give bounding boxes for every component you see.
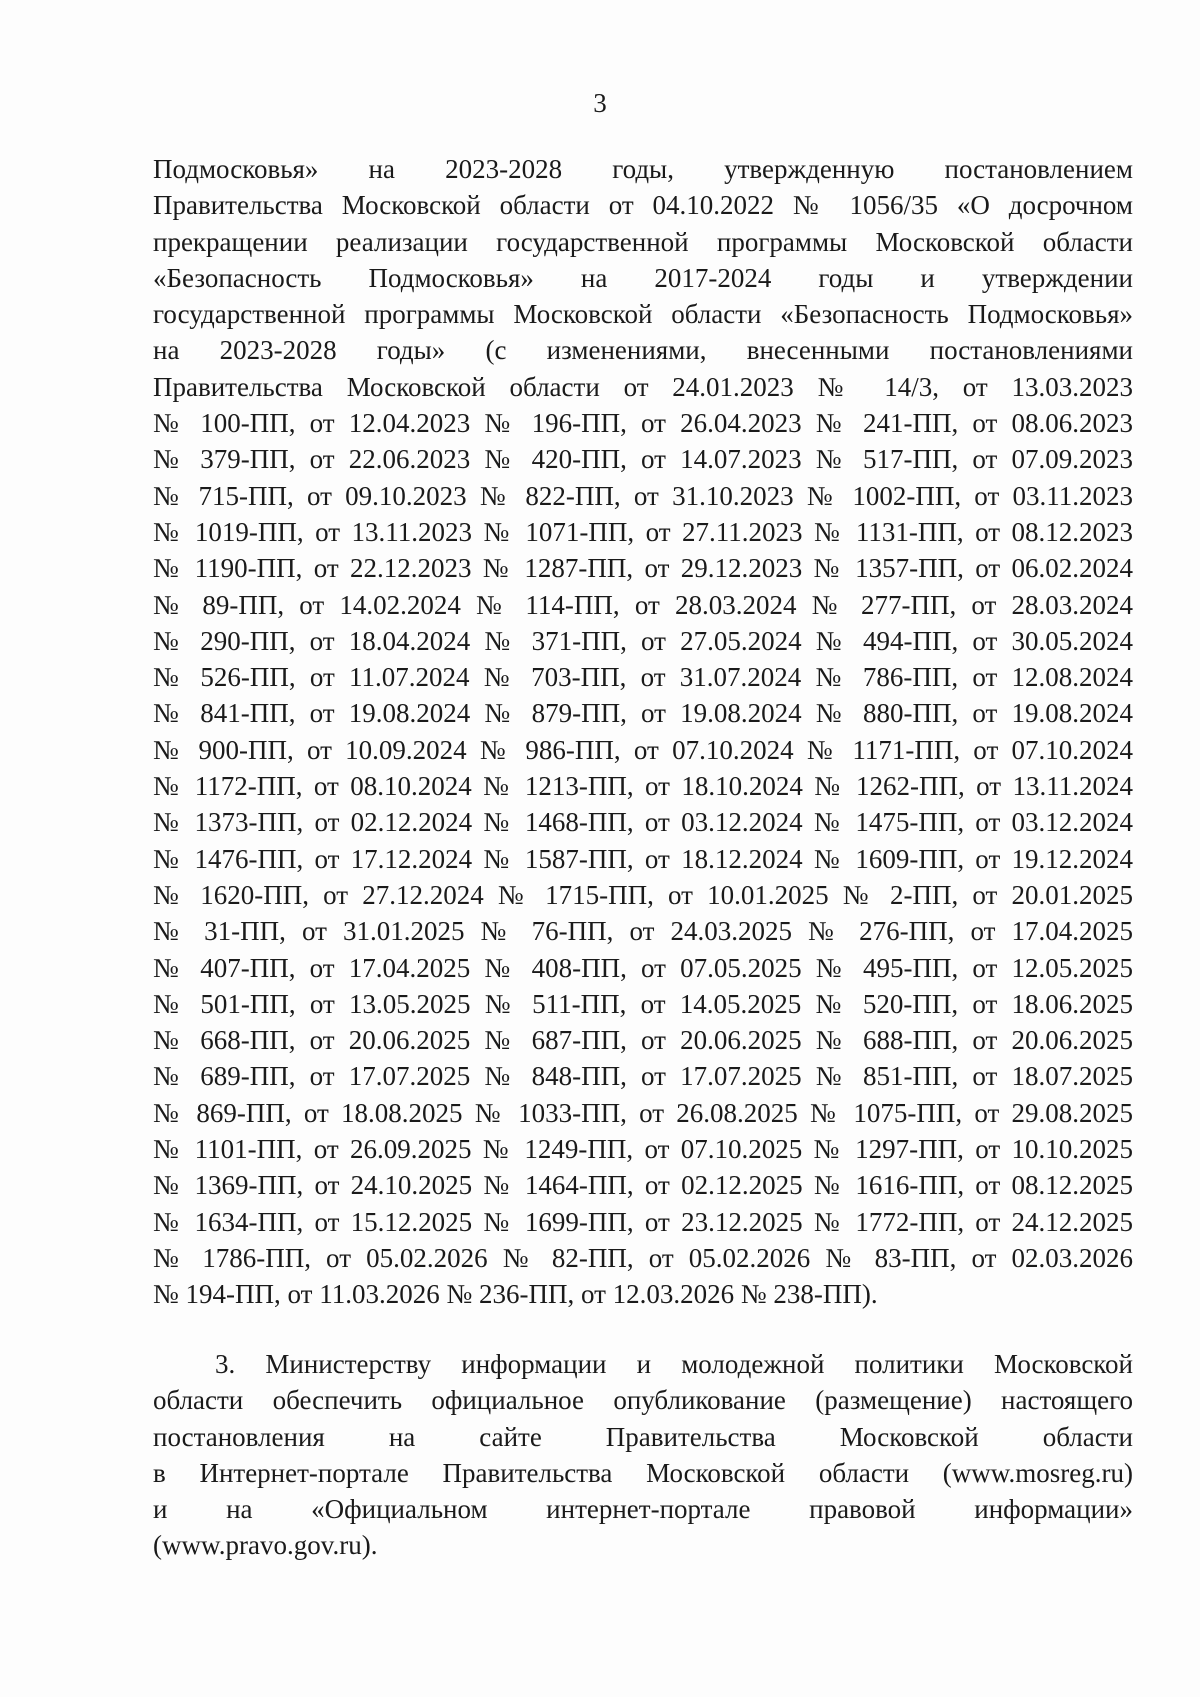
text-line: на 2023-2028 годы» (с изменениями, внесенными постановлениями [153, 335, 1133, 366]
text-line: постановления на сайте Правительства Московской области [153, 1421, 1133, 1452]
text-line: № 526-ПП, от 11.07.2024 № 703-ПП, от 31.07.2024 № 786-ПП, от 12.08.2024 [153, 662, 1133, 693]
text-line: Правительства Московской области от 24.01.2023 № 14/3, от 13.03.2023 [153, 371, 1133, 402]
text-line: № 1190-ПП, от 22.12.2023 № 1287-ПП, от 29.12.2023 № 1357-ПП, от 06.02.2024 [153, 553, 1133, 584]
text-line: Подмосковья» на 2023-2028 годы, утвержденную постановлением [153, 154, 1133, 184]
paragraph-amendments-list [153, 151, 1133, 1313]
text-line-last: (www.pravo.gov.ru). [153, 1530, 378, 1561]
text-line: «Безопасность Подмосковья» на 2017-2024 годы и утверждении [153, 262, 1133, 293]
text-line: государственной программы Московской области «Безопасность Подмосковья» [153, 299, 1133, 330]
text-line: № 100-ПП, от 12.04.2023 № 196-ПП, от 26.04.2023 № 241-ПП, от 08.06.2023 [153, 408, 1133, 439]
text-line: № 1172-ПП, от 08.10.2024 № 1213-ПП, от 18.10.2024 № 1262-ПП, от 13.11.2024 [153, 771, 1133, 802]
page-number: 3 [593, 88, 607, 118]
text-line: № 668-ПП, от 20.06.2025 № 687-ПП, от 20.06.2025 № 688-ПП, от 20.06.2025 [153, 1025, 1133, 1056]
text-line: и на «Официальном интернет-портале правовой информации» [153, 1494, 1133, 1525]
text-line: № 1373-ПП, от 02.12.2024 № 1468-ПП, от 03.12.2024 № 1475-ПП, от 03.12.2024 [153, 807, 1133, 838]
text-line: в Интернет-портале Правительства Московской области (www.mosreg.ru) [153, 1457, 1133, 1488]
text-line: № 689-ПП, от 17.07.2025 № 848-ПП, от 17.07.2025 № 851-ПП, от 18.07.2025 [153, 1061, 1133, 1092]
text-line: № 869-ПП, от 18.08.2025 № 1033-ПП, от 26.08.2025 № 1075-ПП, от 29.08.2025 [153, 1097, 1133, 1128]
paragraph-item-3 [153, 1346, 1133, 1564]
text-line: № 1101-ПП, от 26.09.2025 № 1249-ПП, от 07.10.2025 № 1297-ПП, от 10.10.2025 [153, 1134, 1133, 1165]
text-line: № 1369-ПП, от 24.10.2025 № 1464-ПП, от 02.12.2025 № 1616-ПП, от 08.12.2025 [153, 1170, 1133, 1201]
text-line: области обеспечить официальное опубликование (размещение) настоящего [153, 1385, 1133, 1416]
text-line: № 89-ПП, от 14.02.2024 № 114-ПП, от 28.03.2024 № 277-ПП, от 28.03.2024 [153, 589, 1133, 620]
text-line: № 379-ПП, от 22.06.2023 № 420-ПП, от 14.07.2023 № 517-ПП, от 07.09.2023 [153, 444, 1133, 475]
text-line: № 1786-ПП, от 05.02.2026 № 82-ПП, от 05.02.2026 № 83-ПП, от 02.03.2026 [153, 1242, 1133, 1273]
text-line: прекращении реализации государственной программы Московской области [153, 226, 1133, 257]
text-line: № 715-ПП, от 09.10.2023 № 822-ПП, от 31.10.2023 № 1002-ПП, от 03.11.2023 [153, 480, 1133, 511]
text-line: № 841-ПП, от 19.08.2024 № 879-ПП, от 19.08.2024 № 880-ПП, от 19.08.2024 [153, 698, 1133, 729]
text-line: № 1019-ПП, от 13.11.2023 № 1071-ПП, от 27.11.2023 № 1131-ПП, от 08.12.2023 [153, 516, 1133, 547]
text-line-first: 3. Министерству информации и молодежной политики Московской [215, 1349, 1133, 1379]
text-line: № 31-ПП, от 31.01.2025 № 76-ПП, от 24.03.2025 № 276-ПП, от 17.04.2025 [153, 916, 1133, 947]
text-line: № 900-ПП, от 10.09.2024 № 986-ПП, от 07.10.2024 № 1171-ПП, от 07.10.2024 [153, 734, 1133, 765]
text-line: Правительства Московской области от 04.10.2022 № 1056/35 «О досрочном [153, 190, 1133, 221]
text-line: № 1634-ПП, от 15.12.2025 № 1699-ПП, от 23.12.2025 № 1772-ПП, от 24.12.2025 [153, 1206, 1133, 1237]
text-line: № 501-ПП, от 13.05.2025 № 511-ПП, от 14.05.2025 № 520-ПП, от 18.06.2025 [153, 988, 1133, 1019]
text-line: № 290-ПП, от 18.04.2024 № 371-ПП, от 27.05.2024 № 494-ПП, от 30.05.2024 [153, 625, 1133, 656]
text-line-last: № 194-ПП, от 11.03.2026 № 236-ПП, от 12.03.2026 № 238-ПП). [153, 1279, 878, 1310]
text-line: № 407-ПП, от 17.04.2025 № 408-ПП, от 07.05.2025 № 495-ПП, от 12.05.2025 [153, 952, 1133, 983]
text-line: № 1476-ПП, от 17.12.2024 № 1587-ПП, от 18.12.2024 № 1609-ПП, от 19.12.2024 [153, 843, 1133, 874]
text-line: № 1620-ПП, от 27.12.2024 № 1715-ПП, от 10.01.2025 № 2-ПП, от 20.01.2025 [153, 879, 1133, 910]
